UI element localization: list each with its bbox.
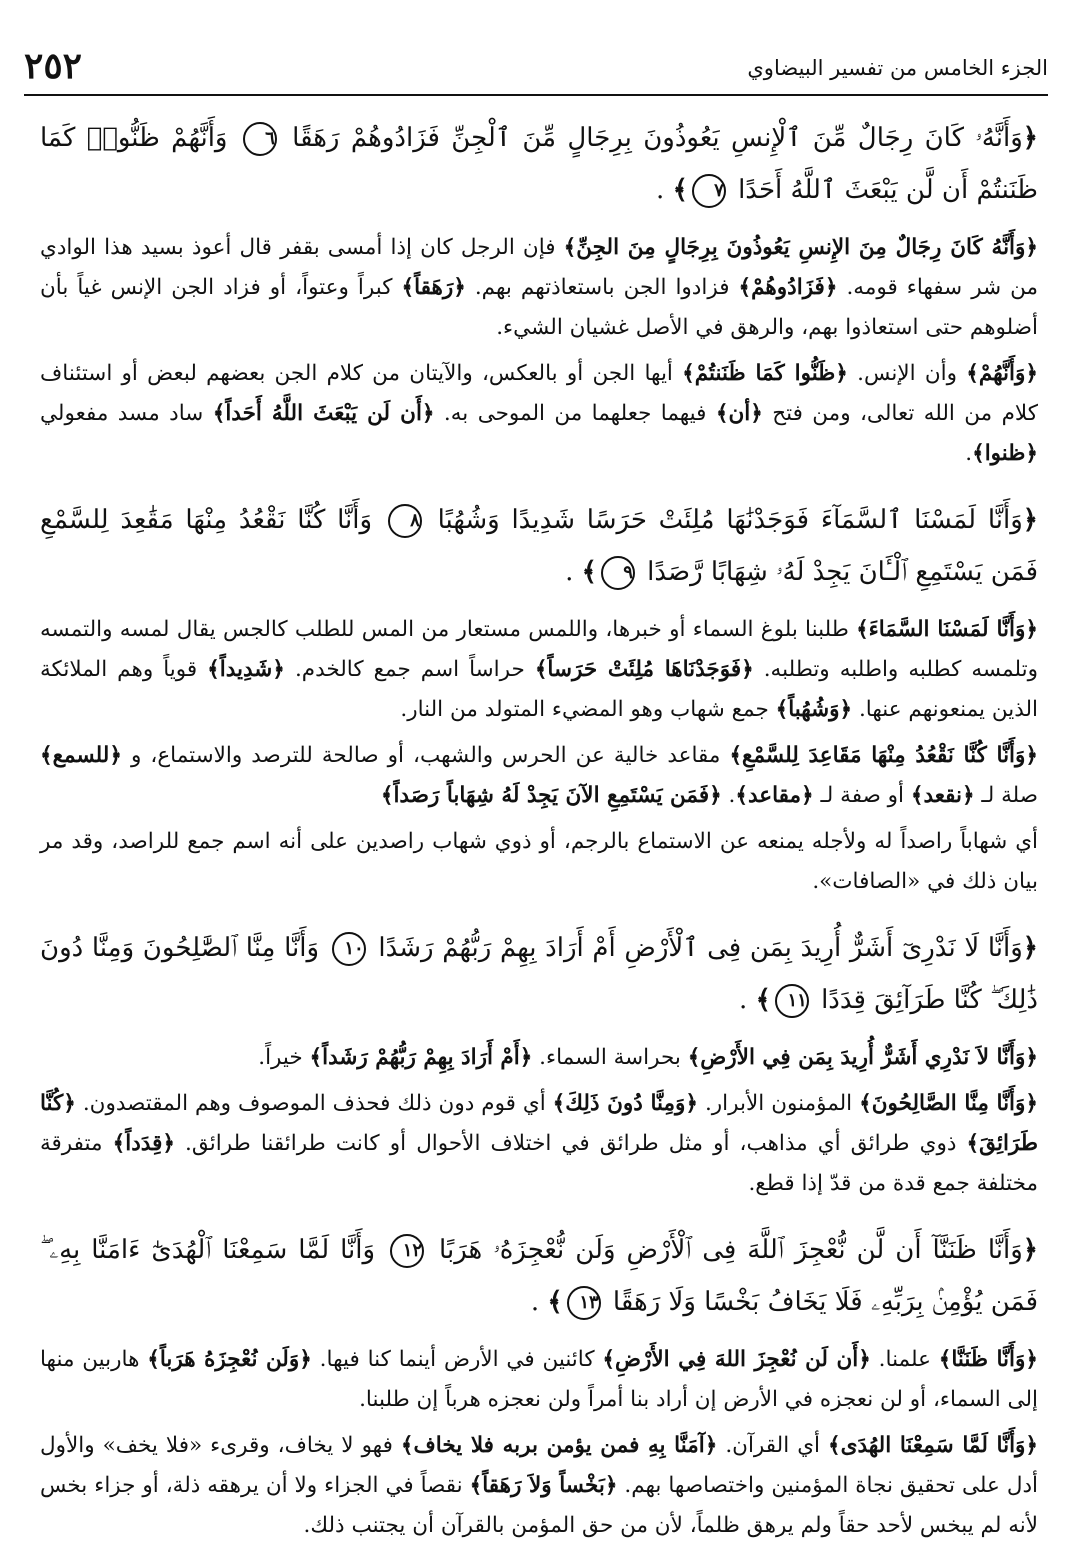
body-text: وأن الإنس.: [847, 361, 967, 386]
quoted-verse-fragment: ﴿ظنوا﴾: [972, 441, 1038, 466]
body-text: .: [739, 985, 756, 1015]
quran-verse-block: [40, 112, 1038, 216]
body-text: بحراسة السماء.: [532, 1045, 688, 1070]
body-text: خيراً.: [258, 1045, 310, 1070]
verse-number-marker: ٨: [388, 504, 422, 538]
body-text: أي شهاباً راصداً له ولأجله يمنعه عن الاستماع بالرجم، أو ذوي شهاب راصدين على أنه اسم جمع للراصد، وقد مر بيان ذلك في «الصافات».: [40, 829, 1038, 894]
body-text: وَأَنَّا كُنَّا نَقْعُدُ مِنْهَا مَقَٰعِدَ لِلسَّمْعِ فَمَن يَسْتَمِعِ ٱلْـَٔانَ يَجِدْ لَهُۥ شِهَابًا رَّصَدًا: [40, 505, 1038, 587]
body-text: وَأَنَّا ظَنَنَّآ أَن لَّن نُّعْجِزَ ٱللَّهَ فِى ٱلْأَرْضِ وَلَن نُّعْجِزَهُۥ هَرَبًا: [428, 1235, 1023, 1265]
body-text: .: [721, 783, 736, 808]
verse-number-marker: ١٣: [567, 1286, 601, 1320]
verse-number-marker: ١٠: [332, 932, 366, 966]
quran-verse-block: [40, 494, 1038, 598]
quoted-verse-fragment: ﴿وَأَنَّا ظَنَنَّا﴾: [938, 1347, 1038, 1372]
body-text: هاربين منها إلى السماء، أو لن نعجزه في الأرض إن أراد بنا أمراً ولن نعجزه هرباً إن طلبنا.: [40, 1347, 1038, 1412]
quoted-verse-fragment: ﴿وَمِنَّا دُونَ ذَلِكَ﴾: [552, 1091, 699, 1116]
body-text: فإن الرجل كان إذا أمسى بقفر قال أعوذ بسيد هذا الوادي من شر سفهاء قومه.: [40, 235, 1038, 300]
quoted-verse-fragment: ﴿وَشُهُباً﴾: [775, 697, 853, 722]
quoted-verse-fragment: ﴿فَزَادُوهُمْ﴾: [738, 275, 838, 300]
verse-number-marker: ٧: [692, 174, 726, 208]
ornate-bracket-open: ﴿: [1022, 1235, 1039, 1265]
body-text: فزادوا الجن باستعاذتهم بهم.: [465, 275, 739, 300]
quoted-verse-fragment: ﴿فَمَن يَسْتَمِعِ الآنَ يَجِدْ لَهُ شِهَاباً رَصَداً﴾: [380, 783, 722, 808]
ornate-bracket-close: ﴾: [581, 557, 597, 587]
body-text: ذوي طرائق أي مذاهب، أو مثل طرائق في اختلاف الأحوال أو كانت طرائقنا طرائق.: [174, 1131, 967, 1156]
quoted-verse-fragment: ﴿وَأَنَّا مِنَّا الصَّالِحُونَ﴾: [859, 1091, 1039, 1116]
commentary-paragraph: [40, 736, 1038, 816]
body-text: فهو لا يخاف، وقرىء «فلا يخف» والأول أدل على تحقيق نجاة المؤمنين واختصاصها بهم.: [40, 1433, 1038, 1498]
quoted-verse-fragment: ﴿نقعد﴾: [910, 783, 975, 808]
verse-number-marker: ١١: [775, 984, 809, 1018]
quoted-verse-fragment: ﴿وَأَنَّا لَمَسْنَا السَّمَاءَ﴾: [856, 617, 1038, 642]
quoted-verse-fragment: ﴿شَدِيداً﴾: [207, 657, 285, 682]
ornate-bracket-open: ﴿: [1022, 505, 1038, 535]
body-text: .: [565, 557, 582, 587]
commentary-paragraph: [40, 354, 1038, 474]
quran-verse-block: [40, 1224, 1038, 1328]
quoted-verse-fragment: ﴿فَوَجَدْنَاهَا مُلِئَتْ حَرَساً﴾: [534, 657, 754, 682]
body-text: وَأَنَّهُۥ كَانَ رِجَالٌ مِّنَ ٱلْإِنسِ يَعُوذُونَ بِرِجَالٍ مِّنَ ٱلْجِنِّ فَزَادُوهُمْ رَهَقًا: [280, 123, 1023, 153]
quoted-verse-fragment: ﴿ظَنُّوا كَمَا ظَنَنتُمْ﴾: [682, 361, 848, 386]
quoted-verse-fragment: ﴿وَلَن نُعْجِزَهُ هَرَباً﴾: [147, 1347, 312, 1372]
body-text: أيها الجن أو بالعكس، والآيتان من كلام الجن بعضهم لبعض أو استئناف كلام من الله تعالى، ومن فتح: [40, 361, 1038, 426]
ornate-bracket-open: ﴿: [1022, 933, 1038, 963]
quoted-verse-fragment: ﴿آمَنَّا بِهِ فمن يؤمن بربه فلا يخاف﴾: [400, 1433, 718, 1458]
quoted-verse-fragment: ﴿وَأَنَّا لاَ نَدْرِي أَشَرٌّ أُرِيدَ بِمَن فِي الأَرْضِ﴾: [687, 1045, 1038, 1070]
ornate-bracket-open: ﴿: [1022, 123, 1038, 153]
body-text: حراساً اسم جمع كالخدم.: [284, 657, 535, 682]
quoted-verse-fragment: ﴿رَهَقاً﴾: [401, 275, 466, 300]
body-text: كائنين في الأرض أينما كنا فيها.: [311, 1347, 603, 1372]
commentary-paragraph: [40, 1340, 1038, 1420]
commentary-paragraph: [40, 610, 1038, 730]
body-text: فيهما جعلهما من الموحى به.: [434, 401, 716, 426]
verse-number-marker: ١٢: [390, 1234, 424, 1268]
quoted-verse-fragment: ﴿وَأَنَّهُمْ﴾: [966, 361, 1038, 386]
body-text: وَأَنَّا لَمَّا سَمِعْنَا ٱلْهُدَىٰٓ ءَامَنَّا بِهِۦ ۖ فَمَن يُؤْمِنۢ بِرَبِّهِۦ فَلَا يَخَافُ بَخْسًا وَلَا رَهَقًا: [40, 1235, 1038, 1317]
body-text: وَأَنَّا لَمَسْنَا ٱلسَّمَآءَ فَوَجَدْنَٰهَا مُلِئَتْ حَرَسًا شَدِيدًا وَشُهُبًا: [425, 505, 1023, 535]
quoted-verse-fragment: ﴿وَأَنَّا لَمَّا سَمِعْنَا الهُدَى﴾: [828, 1433, 1039, 1458]
body-text: .: [530, 1287, 548, 1317]
commentary-paragraph: [40, 822, 1038, 902]
quoted-verse-fragment: ﴿وَأَنَّا كُنَّا نَقْعُدُ مِنْهَا مَقَاعِدَ لِلسَّمْعِ﴾: [729, 743, 1039, 768]
quoted-verse-fragment: ﴿للسمع﴾: [40, 743, 122, 768]
body-text: أي القرآن.: [717, 1433, 829, 1458]
body-text: ساد مسد مفعولي: [40, 401, 213, 426]
body-text: جمع شهاب وهو المضيء المتولد من النار.: [400, 697, 776, 722]
ornate-bracket-close: ﴾: [672, 175, 688, 205]
body-text: نقصاً في الجزاء ولا أن يرهقه ذلة، أو جزاء بخس لأنه لم يبخس لأحد حقاً ولم يرهق ظلماً، لأن من حق المؤمن بالقرآن أن يجتنب ذلك.: [40, 1473, 1038, 1538]
quoted-verse-fragment: ﴿قِدَداً﴾: [112, 1131, 175, 1156]
quoted-verse-fragment: ﴿مقاعد﴾: [735, 783, 814, 808]
body-text: متفرقة مختلفة جمع قدة من قدّ إذا قطع.: [40, 1131, 1038, 1196]
commentary-paragraph: [40, 228, 1038, 348]
commentary-paragraph: [40, 1426, 1038, 1546]
body-text: أي قوم دون ذلك فحذف الموصوف وهم المقتصدون.: [75, 1091, 553, 1116]
running-header: [24, 44, 1048, 96]
verse-number-marker: ٦: [243, 122, 277, 156]
quran-verse-block: [40, 922, 1038, 1026]
verse-number-marker: ٩: [601, 556, 635, 590]
ornate-bracket-close: ﴾: [547, 1287, 563, 1317]
page-number: ٢٥٢: [24, 45, 83, 87]
quoted-verse-fragment: ﴿أَن لَن نُعْجِزَ اللهَ فِي الأَرْضِ﴾: [602, 1347, 871, 1372]
page-body: [40, 112, 1038, 1552]
body-text: علمنا.: [870, 1347, 939, 1372]
quoted-verse-fragment: ﴿أَن لَن يَبْعَثَ اللَّهُ أَحَداً﴾: [212, 401, 435, 426]
body-text: أو صفة لـ: [813, 783, 911, 808]
running-title: الجزء الخامس من تفسير البيضاوي: [747, 56, 1048, 80]
quoted-verse-fragment: ﴿وَأَنَّهُ كَانَ رِجَالٌ مِنَ الإِنسِ يَعُوذُونَ بِرِجَالٍ مِنَ الجِنِّ﴾: [563, 235, 1039, 260]
body-text: .: [965, 441, 973, 466]
body-text: وَأَنَّا لَا نَدْرِىٓ أَشَرٌّ أُرِيدَ بِمَن فِى ٱلْأَرْضِ أَمْ أَرَادَ بِهِمْ رَبُّهُمْ رَشَدًا: [369, 933, 1023, 963]
quoted-verse-fragment: ﴿بَخْساً وَلاَ رَهَقاً﴾: [469, 1473, 618, 1498]
body-text: طلبنا بلوغ السماء أو خبرها، واللمس مستعار من المس للطلب كالجس يقال لمسه والتمسه وتلمسه كطلبه واطلبه وتطلبه.: [40, 617, 1038, 682]
quoted-verse-fragment: ﴿أَمْ أَرَادَ بِهِمْ رَبُّهُمْ رَشَداً﴾: [309, 1045, 533, 1070]
commentary-paragraph: [40, 1038, 1038, 1078]
body-text: المؤمنون الأبرار.: [698, 1091, 860, 1116]
body-text: مقاعد خالية عن الحرس والشهب، أو صالحة للترصد والاستماع، و: [121, 743, 730, 768]
quoted-verse-fragment: ﴿كُنَّا طَرَائِقَ﴾: [40, 1091, 1038, 1156]
ornate-bracket-close: ﴾: [755, 985, 771, 1015]
commentary-paragraph: [40, 1084, 1038, 1204]
body-text: قوياً وهم الملائكة الذين يمنعونهم عنها.: [40, 657, 1038, 722]
body-text: وَأَنَّا مِنَّا ٱلصَّٰلِحُونَ وَمِنَّا دُونَ ذَٰلِكَ ۖ كُنَّا طَرَآئِقَ قِدَدًا: [40, 933, 1038, 1015]
quoted-verse-fragment: ﴿أن﴾: [715, 401, 763, 426]
body-text: وَأَنَّهُمْ ظَنُّوا۟ كَمَا ظَنَنتُمْ أَن لَّن يَبْعَثَ ٱللَّهُ أَحَدًا: [40, 123, 1038, 205]
body-text: كبراً وعتواً، أو فزاد الجن الإنس غياً بأن أضلوهم حتى استعاذوا بهم، والرهق في الأصل غشيان الشيء.: [40, 275, 1038, 340]
body-text: صلة لـ: [974, 783, 1038, 808]
body-text: .: [656, 175, 673, 205]
